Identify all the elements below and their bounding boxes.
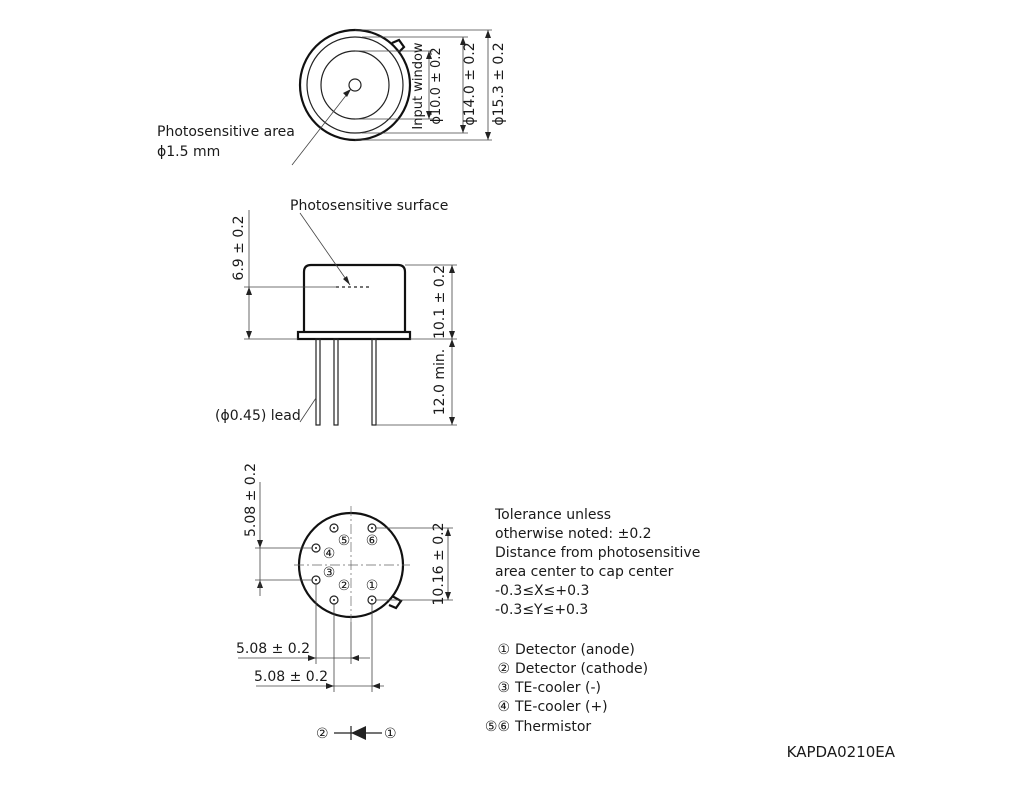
note-line-1: Tolerance unless [495,507,612,523]
pin-label-2: ② [337,578,351,594]
horizontal-pitch-dimension-1: 5.08 ± 0.2 [236,641,311,657]
inner-diameter-dimension: ϕ14.0 ± 0.2 [462,42,478,126]
lead-right [372,339,376,425]
pin-label-6: ⑥ [365,533,379,549]
note-line-6: -0.3≤Y≤+0.3 [495,602,589,618]
tolerance-notes [494,507,700,618]
photosensitive-area-label: Photosensitive area [157,124,295,140]
outer-diameter-dimension: ϕ15.3 ± 0.2 [491,42,507,126]
note-line-5: -0.3≤X≤+0.3 [495,583,590,599]
legend-num-3: ③ [497,680,510,696]
diode-pin-right: ① [384,726,397,742]
input-window-label: Input window [411,42,426,130]
legend-label-1: Detector (anode) [515,642,635,658]
diode-pin-left: ② [316,726,329,742]
lead-center [334,339,338,425]
pin-span-dimension: 10.16 ± 0.2 [431,522,447,606]
drawing-code: KAPDA0210EA [786,743,895,761]
photosensitive-area-size: ϕ1.5 mm [157,144,221,160]
package-flange [298,332,410,339]
pin-label-5: ⑤ [337,533,351,549]
top-view [157,30,507,165]
photosensitive-surface-label: Photosensitive surface [290,198,449,214]
note-line-4: area center to cap center [495,564,674,580]
legend-label-4: TE-cooler (+) [515,699,608,715]
lead-label: (ϕ0.45) lead [215,408,301,424]
pin-legend [485,642,648,735]
pin-label-3: ③ [322,565,336,581]
input-window-circle [321,51,389,119]
legend-label-5: Thermistor [515,719,592,735]
legend-label-2: Detector (cathode) [515,661,649,677]
package-cap [304,265,405,332]
input-window-dimension: ϕ10.0 ± 0.2 [429,47,444,125]
vertical-pitch-dimension: 5.08 ± 0.2 [243,462,259,538]
lead-left [316,339,320,425]
legend-num-5: ⑤⑥ [484,719,510,735]
surface-height-dimension: 6.9 ± 0.2 [231,215,247,281]
legend-num-4: ④ [497,699,510,715]
bottom-view [236,463,453,692]
legend-num-2: ② [497,661,510,677]
lead-length-dimension: 12.0 min. [432,348,448,416]
side-view [215,198,457,425]
pin-label-4: ④ [322,546,336,562]
cap-height-dimension: 10.1 ± 0.2 [432,264,448,340]
package-outer-circle [300,30,410,140]
note-line-3: Distance from photosensitive [495,545,701,561]
horizontal-pitch-dimension-2: 5.08 ± 0.2 [254,669,329,685]
diode-symbol [316,726,397,742]
note-line-2: otherwise noted: ±0.2 [495,526,652,542]
pin-label-1: ① [365,578,379,594]
diode-triangle [351,726,366,740]
photosensitive-area-leader [292,89,351,165]
legend-num-1: ① [497,642,510,658]
legend-label-3: TE-cooler (-) [515,680,601,696]
